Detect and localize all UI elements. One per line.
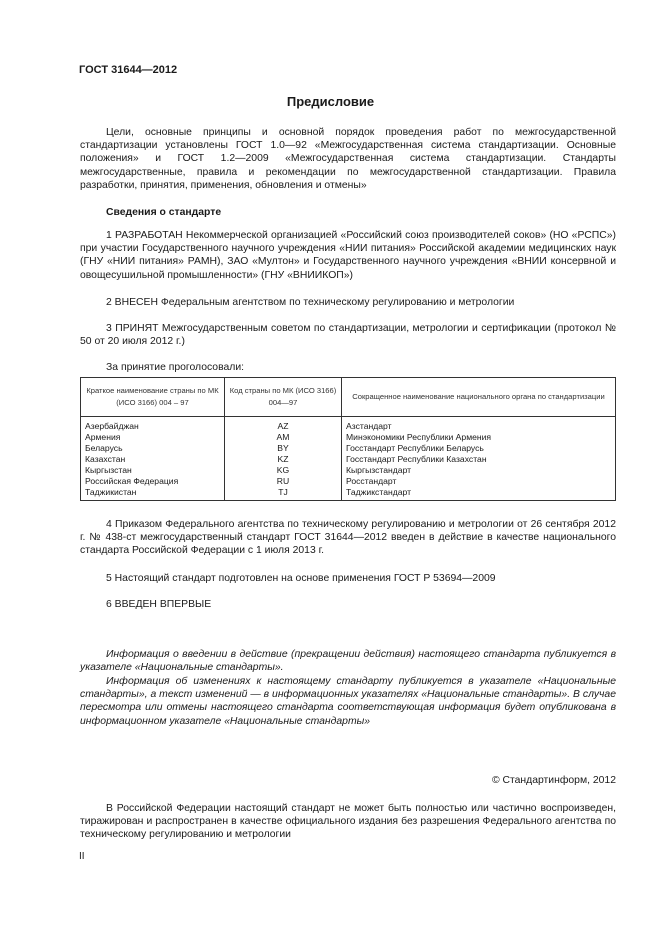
info-paragraph-2: [80, 675, 616, 728]
table-cell-code: KZ: [225, 454, 342, 465]
info-text-1: Информация о введении в действие (прекращении действия) настоящего стандарта публикуется в указателе «Национальные стандарты».: [80, 649, 616, 674]
table-cell-body: Минэкономики Республики Армения: [342, 432, 616, 443]
table-cell-code: AM: [225, 432, 342, 443]
item-2: [80, 296, 616, 309]
item-1-text: 1 РАЗРАБОТАН Некоммерческой организацией «Российский союз производителей соков» (НО «РСПС») при участии Государственного научного учреждения «НИИ питания» Российской академии медицинских наук (ГНУ «НИИ питания» РАМН), ЗАО «Мултон» и Государственного научного учреждения «ВНИИ консервной и овощесушильной промышленности» (ГНУ «ВНИИКОП»): [80, 230, 616, 281]
table-cell-body: Таджикстандарт: [342, 487, 616, 501]
item-5-text: 5 Настоящий стандарт подготовлен на основе применения ГОСТ Р 53694—2009: [106, 573, 496, 584]
table-cell-country: Таджикистан: [81, 487, 225, 501]
table-header-body: Сокращенное наименование национального органа по стандартизации: [342, 378, 616, 417]
table-cell-body: Росстандарт: [342, 476, 616, 487]
table-cell-body: Азстандарт: [342, 417, 616, 433]
table-cell-country: Беларусь: [81, 443, 225, 454]
table-cell-body: Госстандарт Республики Беларусь: [342, 443, 616, 454]
table-row: [81, 443, 616, 454]
item-3-text: 3 ПРИНЯТ Межгосударственным советом по стандартизации, метрологии и сертификации (протокол № 50 от 20 июля 2012 г.): [80, 323, 616, 348]
table-cell-code: RU: [225, 476, 342, 487]
table-cell-country: Казахстан: [81, 454, 225, 465]
table-cell-code: TJ: [225, 487, 342, 501]
table-row: [81, 476, 616, 487]
table-cell-body: Кыргызстандарт: [342, 465, 616, 476]
table-cell-country: Российская Федерация: [81, 476, 225, 487]
table-header-row: [81, 378, 616, 417]
table-header-country: Краткое наименование страны по МК (ИСО 3166) 004 – 97: [81, 378, 225, 417]
table-row: [81, 432, 616, 443]
table-row: [81, 487, 616, 501]
voted-label: За принятие проголосовали:: [106, 362, 245, 373]
table-row: [81, 417, 616, 433]
item-6-text: 6 ВВЕДЕН ВПЕРВЫЕ: [106, 599, 212, 610]
item-5: [80, 572, 616, 585]
document-id: ГОСТ 31644—2012: [79, 64, 178, 76]
table-cell-code: AZ: [225, 417, 342, 433]
table-cell-code: KG: [225, 465, 342, 476]
info-text-2: Информация об изменениях к настоящему стандарту публикуется в указателе «Национальные стандарты», а текст изменений — в информационных указателях «Национальные стандарты». В случае пересмотра или отмены настоящего стандарта соответствующая информация будет опубликована в информационном указателе «Национальные стандарты»: [80, 676, 616, 727]
item-1: [80, 229, 616, 282]
item-2-text: 2 ВНЕСЕН Федеральным агентством по техническому регулированию и метрологии: [106, 297, 515, 308]
intro-text: Цели, основные принципы и основной порядок проведения работ по межгосударственной стандартизации установлены ГОСТ 1.0—92 «Межгосударственная система стандартизации. Основные положения» и ГОСТ 1.2—2009 «Межгосударственная система стандартизации. Стандарты межгосударственные, правила и рекомендации по межгосударственной стандартизации. Правила разработки, принятия, применения, обновления и отмены»: [80, 127, 616, 191]
table-row: [81, 465, 616, 476]
page-title: Предисловие: [286, 94, 375, 109]
table-cell-body: Госстандарт Республики Казахстан: [342, 454, 616, 465]
table-cell-country: Азербайджан: [81, 417, 225, 433]
section-subtitle: Сведения о стандарте: [106, 207, 222, 218]
item-4: [80, 518, 616, 558]
copyright-notice: © Стандартинформ, 2012: [491, 775, 616, 786]
table-header-code: Код страны по МК (ИСО 3166) 004—97: [225, 378, 342, 417]
table-cell-code: BY: [225, 443, 342, 454]
item-4-text: 4 Приказом Федерального агентства по техническому регулированию и метрологии от 26 сентября 2012 г. № 438-ст межгосударственный стандарт ГОСТ 31644—2012 введен в действие в качестве национального стандарта Российской Федерации с 1 июля 2013 г.: [80, 519, 616, 557]
page-number: II: [79, 851, 85, 862]
item-3: [80, 322, 616, 348]
rights-paragraph: [80, 802, 616, 842]
intro-paragraph: [80, 126, 616, 192]
table-cell-country: Армения: [81, 432, 225, 443]
item-6: [80, 598, 616, 611]
table-cell-country: Кыргызстан: [81, 465, 225, 476]
table-row: [81, 454, 616, 465]
voting-table: [80, 377, 616, 501]
rights-text: В Российской Федерации настоящий стандарт не может быть полностью или частично воспроизведен, тиражирован и распространен в качестве официального издания без разрешения Федерального агентства по техническому регулированию и метрологии: [80, 803, 616, 841]
info-paragraph-1: [80, 648, 616, 674]
